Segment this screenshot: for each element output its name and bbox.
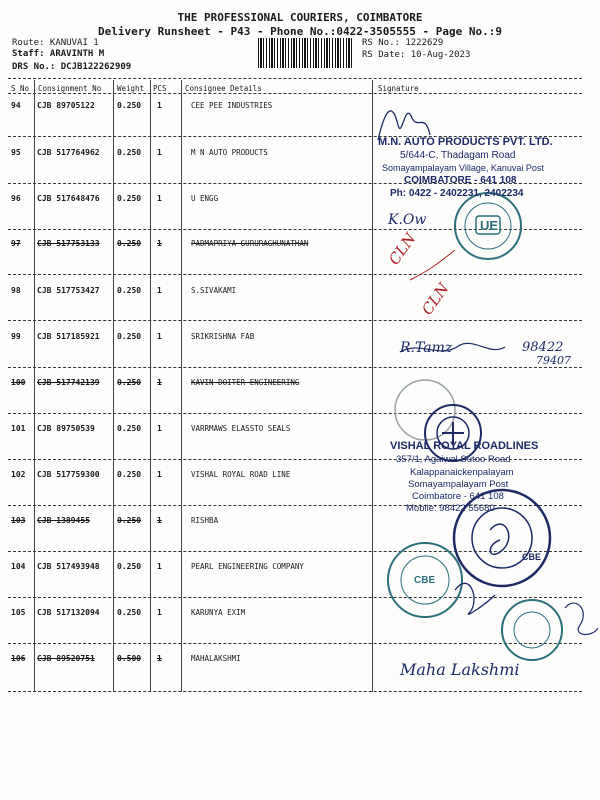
col-header-consignment: Consignment No [38, 84, 102, 93]
row-sno: 102 [11, 470, 26, 479]
stamp-cbe-pearl: CBE [414, 575, 436, 586]
row-pcs: 1 [157, 470, 162, 479]
row-sno: 104 [11, 562, 26, 571]
handwriting-99-num: 98422 [522, 340, 564, 355]
row-pcs: 1 [157, 562, 162, 571]
row-consignment: CJB 517753427 [37, 286, 100, 295]
row-consignment: CJB 89705122 [37, 101, 95, 110]
row-consignment: CJB 517648476 [37, 194, 100, 203]
row-weight: 0.250 [117, 148, 142, 157]
row-consignment: CJB 517132094 [37, 608, 100, 617]
row-pcs: 1 [157, 654, 162, 663]
signature-105 [565, 603, 598, 634]
row-consignee: KAVIN DOITER ENGINEERING [191, 378, 300, 387]
row-weight: 0.250 [117, 516, 142, 525]
row-consignee: U ENGG [191, 194, 219, 203]
row-sno: 95 [11, 148, 21, 157]
row-consignee: VARRMAWS ELASSTO SEALS [191, 424, 291, 433]
row-weight: 0.250 [117, 101, 142, 110]
col-header-pcs: PCS [153, 84, 167, 93]
row-pcs: 1 [157, 332, 162, 341]
stamp-mn-line3: Somayampalayam Village, Kanuvai Post [382, 163, 544, 173]
row-sno: 96 [11, 194, 21, 203]
handwriting-97: CLN [385, 229, 420, 269]
varrmaws-stamp [425, 405, 481, 461]
row-consignment: CJB 517185921 [37, 332, 100, 341]
row-consignment: CJB 517753133 [37, 239, 100, 248]
row-weight: 0.250 [117, 378, 142, 387]
row-weight: 0.250 [117, 424, 142, 433]
stamp-vishal-line4: Somayampalayam Post [408, 479, 509, 490]
rs-number: RS No.: 1222629 [362, 38, 444, 48]
col-header-consignee: Consignee Details [185, 84, 262, 93]
row-sno: 105 [11, 608, 26, 617]
staff-label: Staff: ARAVINTH M [12, 49, 105, 59]
row-sno: 100 [11, 378, 26, 387]
handwriting-98: CLN [418, 279, 453, 319]
row-pcs: 1 [157, 378, 162, 387]
row-consignee: VISHAL ROYAL ROAD LINE [191, 470, 291, 479]
row-pcs: 1 [157, 286, 162, 295]
row-sno: 98 [11, 286, 21, 295]
stamp-vishal-line2: 357/1, Agaiwal Sutoo Road [396, 454, 511, 465]
col-header-weight: Weight [117, 84, 145, 93]
row-consignee: CEE PEE INDUSTRIES [191, 101, 273, 110]
handwriting-106: Maha Lakshmi [400, 660, 520, 679]
row-pcs: 1 [157, 516, 162, 525]
col-header-signature: Signature [378, 84, 419, 93]
handwriting-99-name: R.Tamz [400, 340, 453, 356]
route-label: Route: KANUVAI 1 [12, 38, 99, 48]
stamp-mn-line5: Ph: 0422 - 2402231, 2402234 [390, 188, 524, 199]
row-consignment: CJB 89520751 [37, 654, 95, 663]
row-pcs: 1 [157, 148, 162, 157]
row-pcs: 1 [157, 101, 162, 110]
stamp-vishal-line3: Kalappanaickenpalayam [410, 467, 514, 478]
runsheet-subtitle: Delivery Runsheet - P43 - Phone No.:0422-3505555 - Page No.:9 [98, 25, 502, 38]
row-pcs: 1 [157, 608, 162, 617]
red-mark [410, 250, 455, 280]
row-sno: 101 [11, 424, 26, 433]
row-sno: 99 [11, 332, 21, 341]
row-weight: 0.250 [117, 332, 142, 341]
stamp-vishal-line6: Mobile: 98422 55680 [406, 503, 495, 514]
col-header-sno: S No [11, 84, 30, 93]
row-weight: 0.250 [117, 194, 142, 203]
row-consignee: PEARL ENGINEERING COMPANY [191, 562, 304, 571]
stamp-vishal-line5: Coimbatore - 641 108 [412, 491, 504, 502]
row-consignee: PADMAPRIYA GURURAGHUNATHAN [191, 239, 309, 248]
karunya-stamp [502, 600, 562, 660]
row-sno: 106 [11, 654, 26, 663]
row-consignee: MAHALAKSHMI [191, 654, 241, 663]
row-weight: 0.250 [117, 470, 142, 479]
row-weight: 0.250 [117, 286, 142, 295]
stamp-vishal-line1: VISHAL ROYAL ROADLINES [390, 440, 539, 452]
row-weight: 0.250 [117, 562, 142, 571]
stamp-cbe-rishaba: CBE [522, 552, 542, 562]
row-consignment: CJB 1389455 [37, 516, 90, 525]
stamp-mn-line2: 5/644-C, Thadagam Road [400, 150, 516, 161]
stamp-uengg-label: UE [480, 218, 499, 233]
row-sno: 94 [11, 101, 21, 110]
row-consignee: S.SIVAKAMI [191, 286, 237, 295]
row-consignment: CJB 517493948 [37, 562, 100, 571]
row-consignee: RISHBA [191, 516, 219, 525]
row-consignee: KARUNYA EXIM [191, 608, 246, 617]
row-sno: 97 [11, 239, 21, 248]
handwriting-96: K.Ow [388, 212, 427, 228]
company-title: THE PROFESSIONAL COURIERS, COIMBATORE [177, 11, 423, 24]
handwriting-99-num2: 79407 [536, 354, 571, 367]
row-consignment: CJB 517759300 [37, 470, 100, 479]
row-weight: 0.500 [117, 654, 142, 663]
drs-number: DRS No.: DCJB122262909 [12, 62, 132, 72]
row-pcs: 1 [157, 424, 162, 433]
rs-date: RS Date: 10-Aug-2023 [362, 50, 471, 60]
row-consignment: CJB 517742139 [37, 378, 100, 387]
row-consignment: CJB 517764962 [37, 148, 100, 157]
row-consignee: SRIKRISHNA FAB [191, 332, 255, 341]
row-pcs: 1 [157, 194, 162, 203]
row-pcs: 1 [157, 239, 162, 248]
row-sno: 103 [11, 516, 26, 525]
stamp-mn-line1: M.N. AUTO PRODUCTS PVT. LTD. [378, 136, 553, 148]
stamp-mn-line4: COIMBATORE - 641 108 [404, 175, 517, 186]
row-weight: 0.250 [117, 239, 142, 248]
row-weight: 0.250 [117, 608, 142, 617]
row-consignee: M N AUTO PRODUCTS [191, 148, 268, 157]
row-consignment: CJB 89750539 [37, 424, 95, 433]
